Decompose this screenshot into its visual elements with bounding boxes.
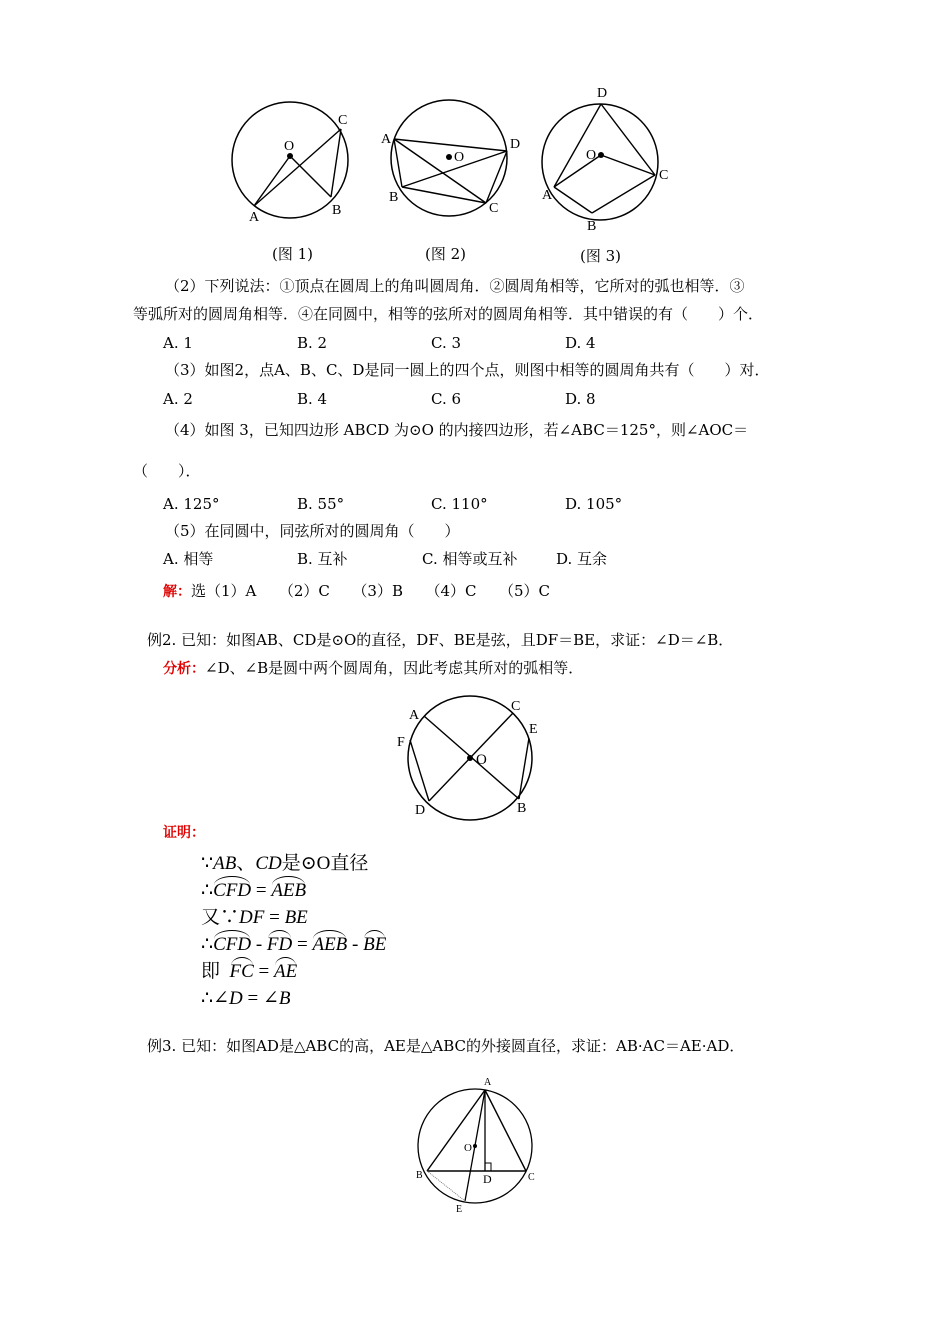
minus: - xyxy=(347,934,364,955)
q2-option-c: C. 3 xyxy=(431,334,462,352)
label-A: A xyxy=(249,210,260,225)
namely-word: 即 xyxy=(201,961,221,982)
label-O: O xyxy=(284,139,295,154)
example3-figure xyxy=(410,1074,550,1224)
figure-1-caption: (图 1) xyxy=(272,245,314,263)
label-A: A xyxy=(409,708,420,723)
center-point xyxy=(473,1144,477,1148)
label-B: B xyxy=(587,219,597,234)
label-B: B xyxy=(332,203,342,218)
example2-analysis-line xyxy=(163,658,583,679)
figure-3-caption: (图 3) xyxy=(580,247,622,265)
diameter-text: 是⊙O直径 xyxy=(281,853,369,874)
equals: = xyxy=(251,880,272,901)
label-B: B xyxy=(416,1170,423,1181)
segment-AO xyxy=(254,156,290,206)
label-O: O xyxy=(464,1142,472,1154)
example2-figure xyxy=(395,698,545,828)
segment-AC xyxy=(394,139,486,203)
label-O: O xyxy=(454,150,465,165)
q5-option-a: A. 相等 xyxy=(163,550,214,568)
q4-option-b: B. 55° xyxy=(297,495,345,513)
answer-line xyxy=(163,581,550,602)
label-F: F xyxy=(397,735,405,750)
right-angle-mark xyxy=(485,1163,491,1171)
label-C: C xyxy=(528,1172,535,1183)
label-D: D xyxy=(415,803,426,818)
answer-text: 选（1）A （2）C （3）B （4）C （5）C xyxy=(191,582,551,600)
label-D: D xyxy=(483,1172,492,1186)
q2-line1: （2）下列说法：①顶点在圆周上的角叫圆周角．②圆周角相等，它所对的弧也相等．③ xyxy=(165,277,745,295)
example3-statement: 例3. 已知：如图AD是△ABC的高，AE是△ABC的外接圆直径，求证：AB·AC＝AE·AD． xyxy=(147,1037,745,1055)
q3-option-c: C. 6 xyxy=(431,390,462,408)
diameter-ab: AB xyxy=(213,853,237,874)
arc-cfd: CFD xyxy=(213,880,252,901)
proof-line-4 xyxy=(201,934,386,956)
chord-FD xyxy=(410,740,429,801)
q3-option-b: B. 4 xyxy=(297,390,328,408)
segment-AD xyxy=(394,139,507,151)
label-B: B xyxy=(517,801,527,816)
proof-line-2 xyxy=(201,880,306,902)
arc-aeb: AEB xyxy=(312,934,348,955)
answer-label: 解： xyxy=(163,584,191,600)
label-B: B xyxy=(389,190,399,205)
circle xyxy=(232,102,348,218)
therefore-symbol: ∴ xyxy=(201,880,214,901)
q4-option-c: C. 110° xyxy=(431,495,488,513)
q5-option-d: D. 互余 xyxy=(556,550,608,568)
center-point xyxy=(467,755,473,761)
center-point xyxy=(446,154,452,160)
separator: 、 xyxy=(236,853,256,874)
label-D: D xyxy=(597,86,608,101)
label-E: E xyxy=(529,722,538,737)
q5-text: （5）在同圆中，同弦所对的圆周角（ ） xyxy=(165,522,460,540)
proof-label: 证明： xyxy=(163,825,205,841)
center-point xyxy=(598,152,604,158)
q3-text: （3）如图2，点A、B、C、D是同一圆上的四个点，则图中相等的圆周角共有（ ）对． xyxy=(165,361,770,379)
equals: = xyxy=(242,988,263,1009)
q5-option-c: C. 相等或互补 xyxy=(422,550,518,568)
q4-option-a: A. 125° xyxy=(163,495,220,513)
side-AC xyxy=(485,1090,526,1171)
proof-line-1 xyxy=(201,853,368,875)
therefore-symbol: ∴ xyxy=(201,934,214,955)
chord-be: BE xyxy=(284,907,308,928)
q3-option-d: D. 8 xyxy=(565,390,596,408)
arc-fd: FD xyxy=(266,934,293,955)
chord-df: DF xyxy=(239,907,265,928)
angle-d: ∠D xyxy=(213,988,243,1009)
segment-AB xyxy=(554,187,592,213)
arc-fc: FC xyxy=(229,961,254,982)
label-A: A xyxy=(542,188,553,203)
label-O: O xyxy=(586,148,597,163)
example2-statement: 例2. 已知：如图AB、CD是⊙O的直径，DF、BE是弦，且DF＝BE，求证：∠D＝∠B． xyxy=(147,631,734,649)
q4-line2: （ ）． xyxy=(133,462,201,480)
side-AB xyxy=(427,1090,485,1171)
equals: = xyxy=(264,907,285,928)
equals: = xyxy=(253,961,275,982)
q2-line2: 等弧所对的圆周角相等．④在同圆中，相等的弦所对的圆周角相等．其中错误的有（ ）个． xyxy=(133,305,764,323)
figure-2-caption: (图 2) xyxy=(425,245,467,263)
therefore-symbol: ∴ xyxy=(201,988,214,1009)
diameter-cd: CD xyxy=(255,853,282,874)
label-A: A xyxy=(484,1077,492,1088)
analysis-label: 分析： xyxy=(163,661,205,677)
q4-option-d: D. 105° xyxy=(565,495,623,513)
figure-2 xyxy=(378,95,528,245)
proof-line-6 xyxy=(201,988,291,1010)
label-C: C xyxy=(659,168,669,183)
circle xyxy=(542,104,658,220)
equals: = xyxy=(292,934,313,955)
angle-b: ∠B xyxy=(262,988,291,1009)
q2-option-d: D. 4 xyxy=(565,334,596,352)
proof-line-3 xyxy=(201,907,308,929)
segment-DA xyxy=(554,104,601,187)
q5-option-b: B. 互补 xyxy=(297,550,348,568)
segment-BC xyxy=(331,129,341,197)
figure-3 xyxy=(538,82,688,232)
label-O: O xyxy=(476,752,487,768)
analysis-text: ∠D、∠B是圆中两个圆周角，因此考虑其所对的弧相等． xyxy=(205,659,584,677)
figure-1 xyxy=(225,100,355,250)
label-C: C xyxy=(489,201,499,216)
segment-BC xyxy=(592,175,655,213)
because-symbol: ∵ xyxy=(220,907,240,928)
minus: - xyxy=(251,934,267,955)
chord-BE xyxy=(427,1171,465,1201)
arc-aeb: AEB xyxy=(271,880,307,901)
label-D: D xyxy=(510,137,521,152)
q2-option-a: A. 1 xyxy=(163,334,193,352)
q3-option-a: A. 2 xyxy=(163,390,193,408)
label-C: C xyxy=(338,113,348,128)
proof-line-5 xyxy=(201,961,297,983)
arc-be: BE xyxy=(363,934,387,955)
arc-ae: AE xyxy=(274,961,298,982)
label-E: E xyxy=(456,1204,463,1215)
label-A: A xyxy=(381,132,392,147)
also-word: 又 xyxy=(201,907,221,928)
q2-option-b: B. 2 xyxy=(297,334,328,352)
label-C: C xyxy=(511,699,521,714)
segment-OB xyxy=(290,156,331,197)
arc-cfd: CFD xyxy=(213,934,252,955)
because-symbol: ∵ xyxy=(201,853,214,874)
q4-line1: （4）如图 3，已知四边形 ABCD 为⊙O 的内接四边形，若∠ABC＝125°，则∠AOC＝ xyxy=(165,421,749,439)
